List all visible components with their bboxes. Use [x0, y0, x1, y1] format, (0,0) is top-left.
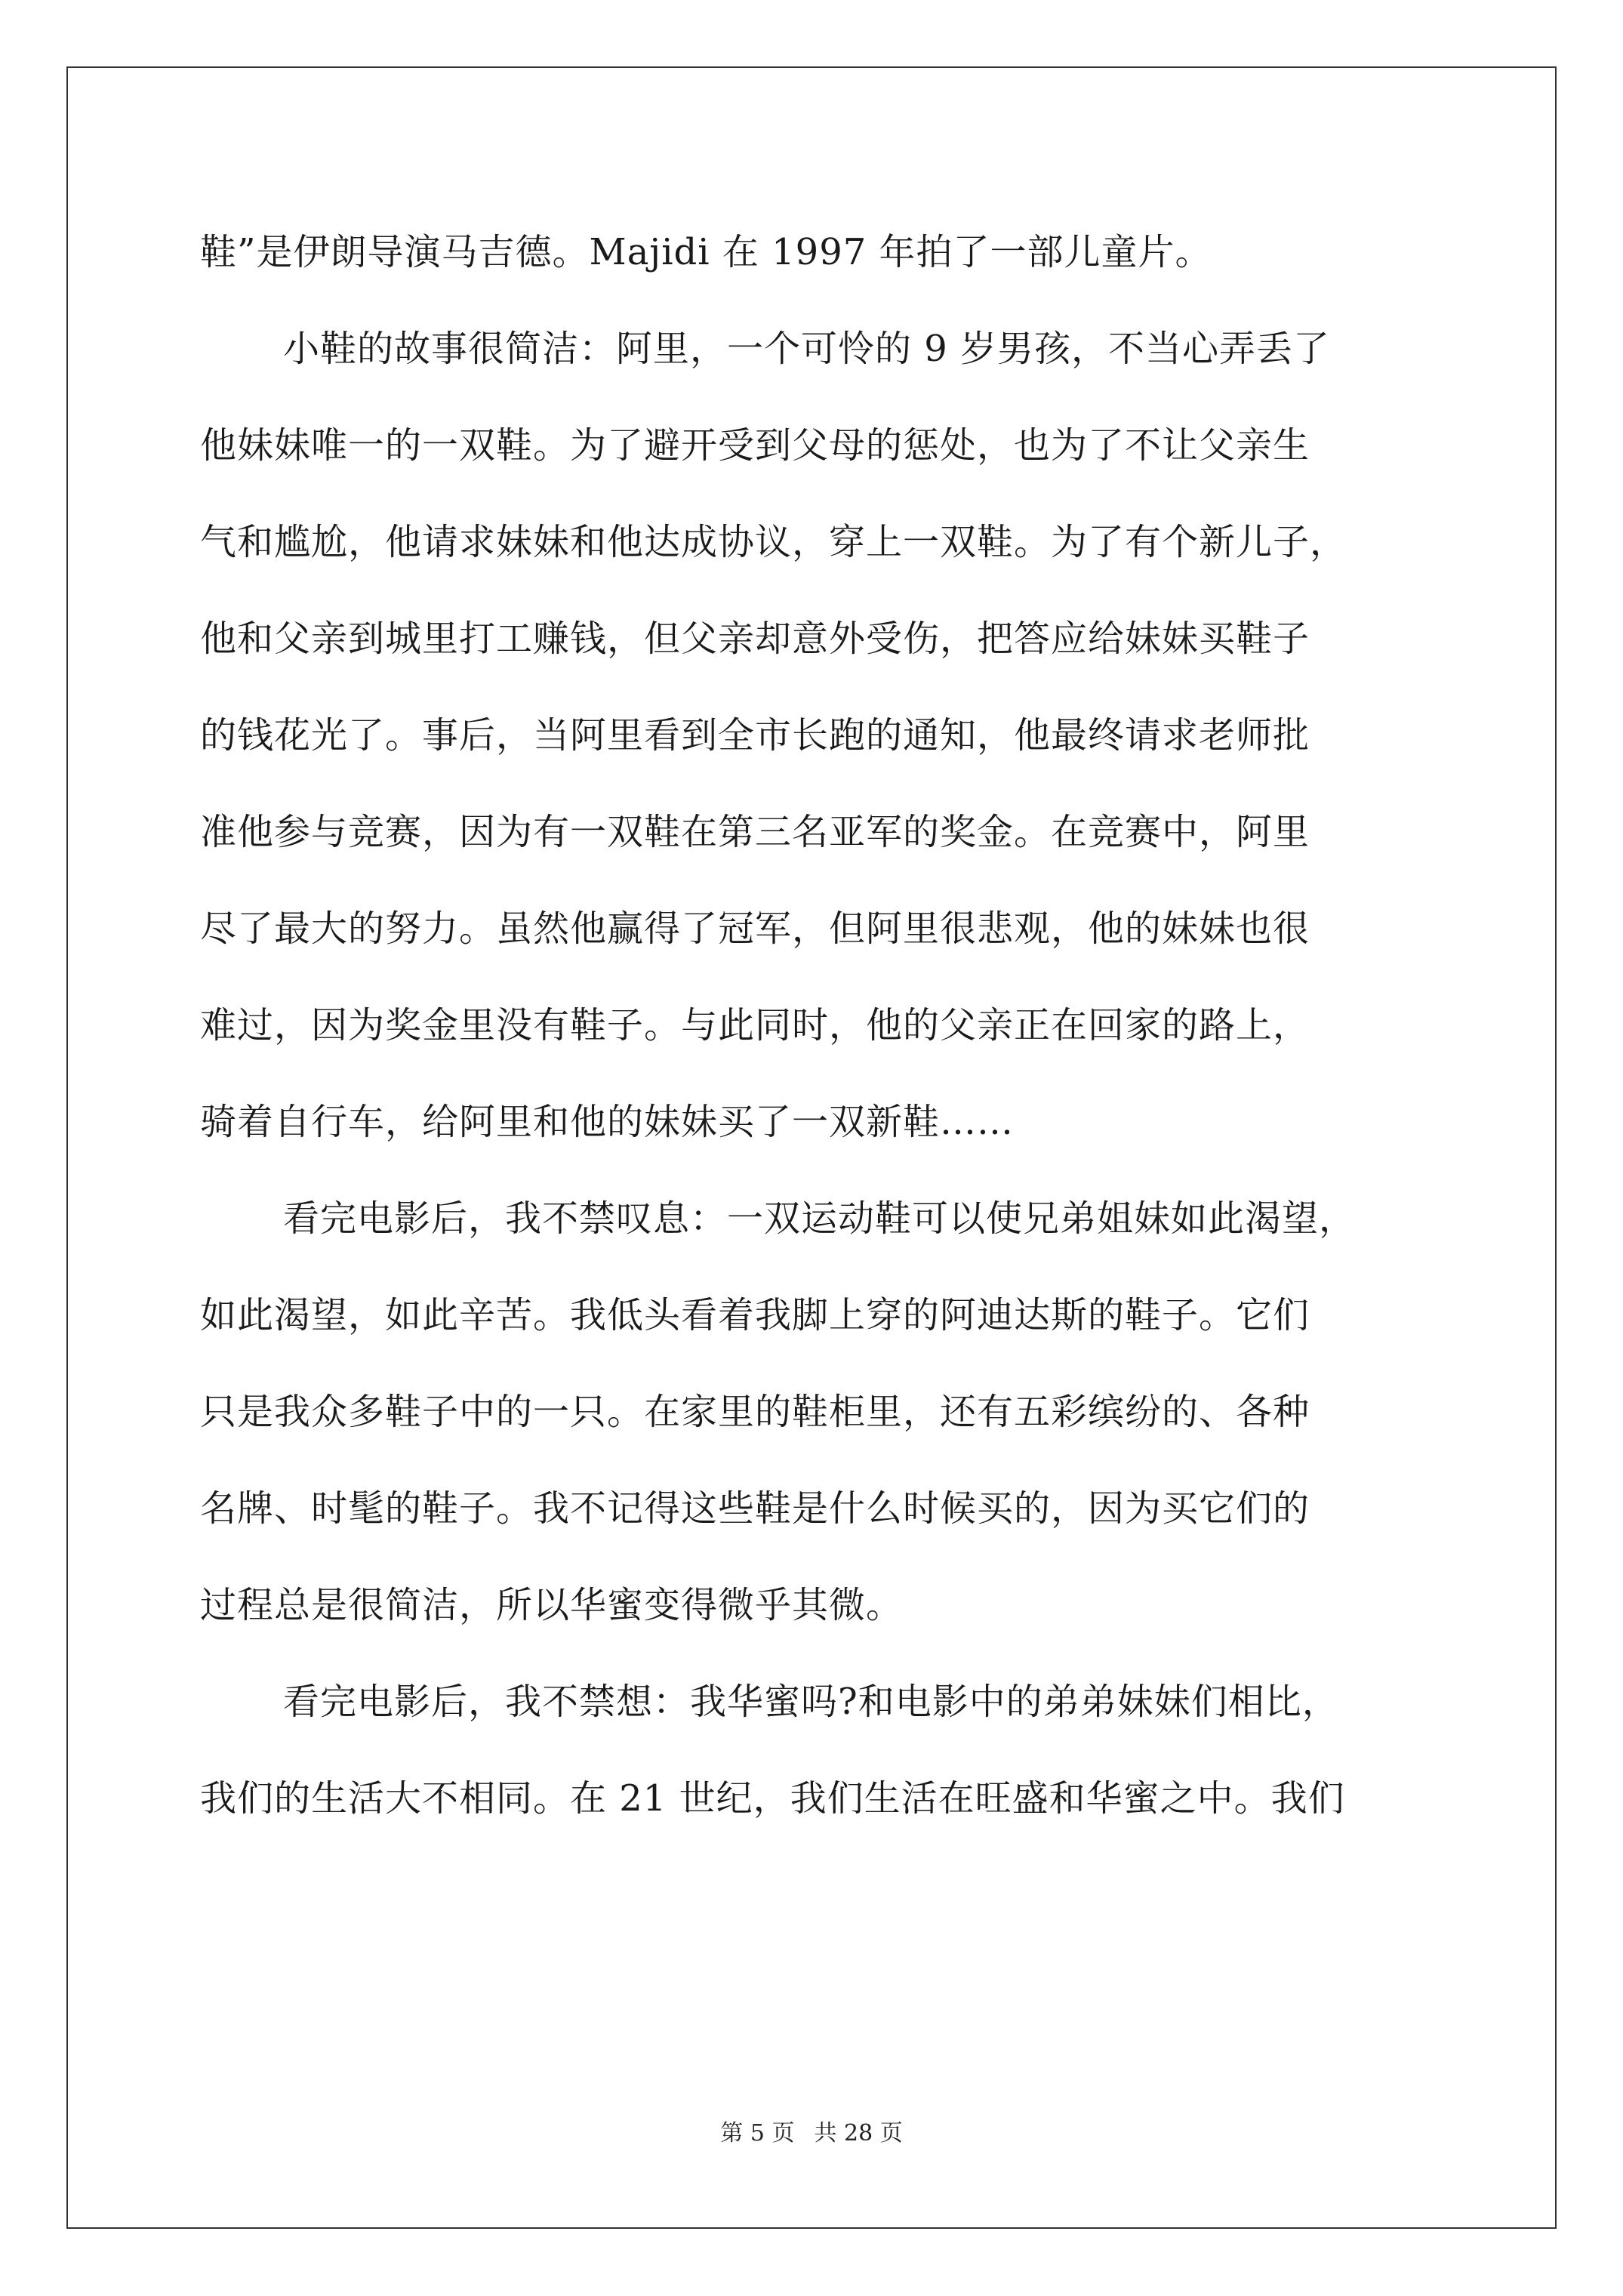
text-line: 看完电影后，我不禁想：我华蜜吗?和电影中的弟弟妹妹们相比， — [283, 1681, 1339, 1723]
text-line: 的钱花光了。事后，当阿里看到全市长跑的通知，他最终请求老师批 — [200, 714, 1310, 757]
text-line: 他和父亲到城里打工赚钱，但父亲却意外受伤，把答应给妹妹买鞋子 — [200, 618, 1310, 660]
text-line: 我们的生活大不相同。在 21 世纪，我们生活在旺盛和华蜜之中。我们 — [200, 1777, 1345, 1820]
document-body — [200, 204, 1438, 1847]
text-line: 气和尴尬，他请求妹妹和他达成协议，穿上一双鞋。为了有个新儿子， — [200, 521, 1347, 563]
text-line: 难过，因为奖金里没有鞋子。与此同时，他的父亲正在回家的路上， — [200, 1004, 1310, 1046]
text-line: 小鞋的故事很简洁：阿里，一个可怜的 9 岁男孩，不当心弄丢了 — [283, 328, 1331, 370]
page-footer — [0, 2114, 1623, 2147]
text-line: 只是我众多鞋子中的一只。在家里的鞋柜里，还有五彩缤纷的、各种 — [200, 1391, 1310, 1433]
text-line: 他妹妹唯一的一双鞋。为了避开受到父母的惩处，也为了不让父亲生 — [200, 424, 1310, 467]
text-line: 骑着自行车，给阿里和他的妹妹买了一双新鞋…… — [200, 1101, 1015, 1143]
text-line: 过程总是很简洁，所以华蜜变得微乎其微。 — [200, 1584, 904, 1626]
text-line: 名牌、时髦的鞋子。我不记得这些鞋是什么时候买的，因为买它们的 — [200, 1487, 1310, 1530]
text-line: 鞋”是伊朗导演马吉德。Majidi 在 1997 年拍了一部儿童片。 — [200, 231, 1212, 273]
text-line: 尽了最大的努力。虽然他赢得了冠军，但阿里很悲观，他的妹妹也很 — [200, 908, 1310, 950]
text-line: 准他参与竞赛，因为有一双鞋在第三名亚军的奖金。在竞赛中，阿里 — [200, 811, 1310, 853]
page-total: 共 28 页 — [814, 2120, 903, 2147]
text-line: 如此渴望，如此辛苦。我低头看着我脚上穿的阿迪达斯的鞋子。它们 — [200, 1294, 1310, 1336]
page-number: 第 5 页 — [720, 2120, 795, 2147]
text-line: 看完电影后，我不禁叹息：一双运动鞋可以使兄弟姐妹如此渴望， — [283, 1197, 1357, 1240]
